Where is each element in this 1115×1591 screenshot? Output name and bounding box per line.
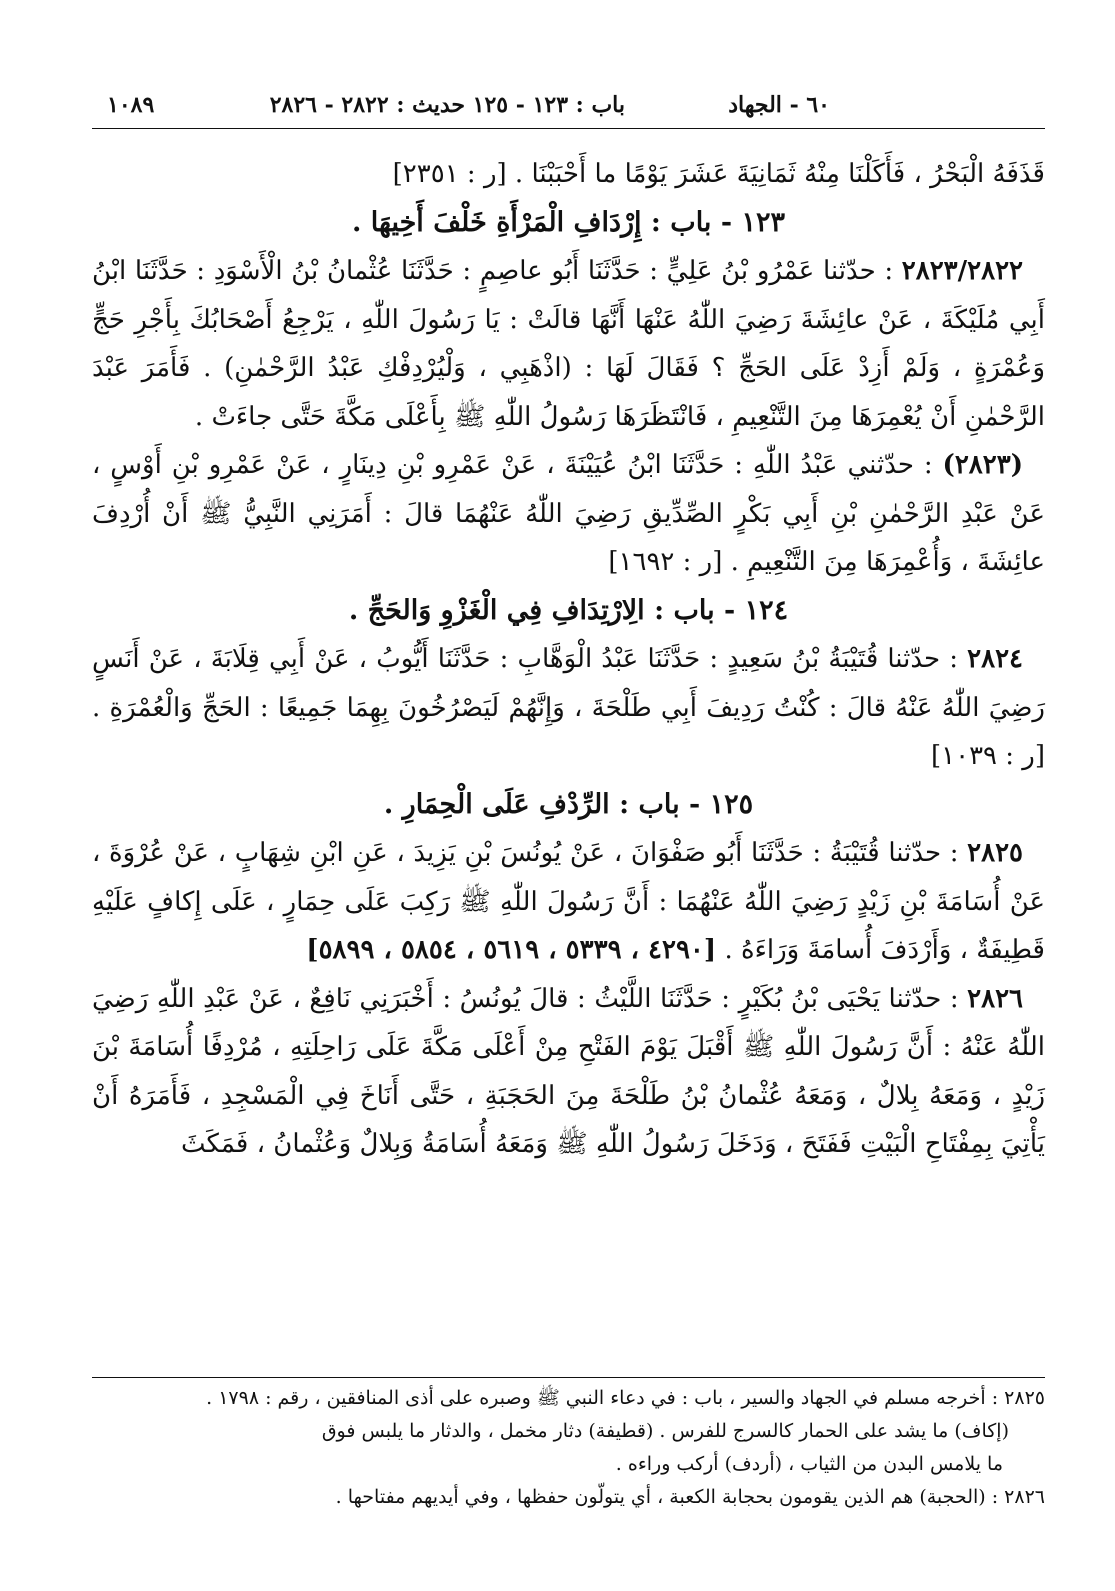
- hadith-2824: ٢٨٢٤ : حدّثنا قُتَيْبَةُ بْنُ سَعِيدٍ : حَدَّثَنَا عَبْدُ الْوَهَّابِ : حَدَّثَنَا أَيُّوبُ ، عَنْ أَبِي قِلَابَةَ ، عَنْ أَنَسٍ رَضِيَ اللّٰهُ عَنْهُ قالَ : كُنْتُ رَدِيفَ أَبِي طَلْحَةَ ، وَإِنَّهُمْ لَيَصْرُخُونَ بِهِمَا جَمِيعًا : الحَجِّ وَالْعُمْرَةِ . [ر : ١٠٣٩]: [92, 644, 1045, 771]
- main-text: [92, 150, 1045, 1169]
- hadith-number: ٢٨٢٣/٢٨٢٢: [901, 256, 1023, 286]
- hadith-2825: ٢٨٢٥ : حدّثنا قُتَيْبَةُ : حَدَّثَنَا أَبُو صَفْوَانَ ، عَنْ يُونُسَ بْنِ يَزِيدَ ، عَنِ ابْنِ شِهَابٍ ، عَنْ عُرْوَةَ ، عَنْ أُسَامَةَ بْنِ زَيْدٍ رَضِيَ اللّٰهُ عَنْهُمَا : أَنَّ رَسُولَ اللّٰهِ ﷺ رَكِبَ عَلَى حِمَارٍ ، عَلَى إِكافٍ عَلَيْهِ قَطِيفَةٌ ، وَأَرْدَفَ أُسامَةَ وَرَاءَهُ . [٤٢٩٠ ، ٥٣٣٩ ، ٥٦١٩ ، ٥٨٥٤ ، ٥٨٩٩]: [92, 838, 1045, 965]
- cross-reference: [ر : ١٦٩٢]: [608, 547, 723, 577]
- chapter-heading-124: ١٢٤ - باب : الِارْتِدَافِ فِي الْغَزْوِ وَالحَجِّ .: [348, 594, 789, 626]
- hadith-number: ٢٨٢٥: [967, 838, 1024, 868]
- hadith-number: (٢٨٢٣): [942, 450, 1024, 480]
- hadith-number: ٢٨٢٦: [967, 983, 1023, 1014]
- cross-reference: [ر : ١٠٣٩]: [930, 741, 1045, 771]
- hadith-2823: (٢٨٢٣) : حدّثني عَبْدُ اللّٰهِ : حَدَّثَنَا ابْنُ عُيَيْنَةَ ، عَنْ عَمْرِو بْنِ دِينَارٍ ، عَنْ عَمْرِو بْنِ أَوْسٍ ، عَنْ عَبْدِ الرَّحْمٰنِ بْنِ أَبِي بَكْرٍ الصِّدِّيقِ رَضِيَ اللّٰهُ عَنْهُمَا قالَ : أَمَرَنِي النَّبِيُّ ﷺ أَنْ أُرْدِفَ عائِشَةَ ، وَأُعْمِرَهَا مِنَ التَّنْعِيمِ . [ر : ١٦٩٢]: [92, 450, 1045, 577]
- running-header: [92, 84, 1045, 124]
- footnotes: [92, 1382, 1045, 1514]
- header-hadith-range: باب : ١٢٣ - ١٢٥ حديث : ٢٨٢٢ - ٢٨٢٦: [269, 92, 625, 118]
- chapter-heading-125: ١٢٥ - باب : الرِّدْفِ عَلَى الْحِمَارِ .: [383, 788, 754, 820]
- chapter-heading-123: ١٢٣ - باب : إِرْدَافِ الْمَرْأَةِ خَلْفَ أَخِيهَا .: [352, 206, 785, 238]
- hadith-2822: ٢٨٢٣/٢٨٢٢ : حدّثنا عَمْرُو بْنُ عَلِيٍّ : حَدَّثَنَا أَبُو عاصِمٍ : حَدَّثَنَا عُثْمانُ بْنُ الْأَسْوَدِ : حَدَّثَنَا ابْنُ أَبِي مُلَيْكَةَ ، عَنْ عائِشَةَ رَضِيَ اللّٰهُ عَنْهَا أَنَّهَا قالَتْ : يَا رَسُولَ اللّٰهِ ، يَرْجِعُ أَصْحَابُكَ بِأَجْرِ حَجٍّ وَعُمْرَةٍ ، وَلَمْ أَزِدْ عَلَى الحَجِّ ؟ فَقَالَ لَهَا : (اذْهَبِي ، وَلْيُرْدِفْكِ عَبْدُ الرَّحْمٰنِ) . فَأَمَرَ عَبْدَ الرَّحْمٰنِ أَنْ يُعْمِرَهَا مِنَ التَّنْعِيمِ ، فَانْتَظَرَهَا رَسُولُ اللّٰهِ ﷺ بِأَعْلَى مَكَّةَ حَتَّى جاءَتْ .: [92, 256, 1045, 432]
- footnote-2825-glossary: (إكاف) ما يشد على الحمار كالسرج للفرس . (قطيفة) دثار مخمل ، والدثار ما يلبس فوق: [321, 1420, 1009, 1442]
- footnote-2825: ٢٨٢٥ : أخرجه مسلم في الجهاد والسير ، باب : في دعاء النبي ﷺ وصبره على أذى المنافقين ، رقم : ١٧٩٨ .: [206, 1387, 1045, 1409]
- cross-reference: [٤٢٩٠ ، ٥٣٣٩ ، ٥٦١٩ ، ٥٨٥٤ ، ٥٨٩٩]: [306, 935, 717, 965]
- footnote-2826: ٢٨٢٦ : (الحجبة) هم الذين يقومون بحجابة الكعبة ، أي يتولّون حفظها ، وفي أيديهم مفتاحها .: [335, 1486, 1045, 1508]
- cross-reference: [ر : ٢٣٥١]: [392, 159, 507, 189]
- paragraph-continuation: قَذَفَهُ الْبَحْرُ ، فَأَكَلْنَا مِنْهُ ثَمَانِيَةَ عَشَرَ يَوْمًا ما أَحْبَبْنَا . [ر : ٢٣٥١]: [392, 159, 1045, 189]
- hadith-2826: ٢٨٢٦ : حدّثنا يَحْيَى بْنُ بُكَيْرٍ : حَدَّثَنَا اللَّيْثُ : قالَ يُونُسُ : أَخْبَرَنِي نَافِعٌ ، عَنْ عَبْدِ اللّٰهِ رَضِيَ اللّٰهُ عَنْهُ : أَنَّ رَسُولَ اللّٰهِ ﷺ أَقْبَلَ يَوْمَ الفَتْحِ مِنْ أَعْلَى مَكَّةَ عَلَى رَاحِلَتِهِ ، مُرْدِفًا أُسَامَةَ بْنَ زَيْدٍ ، وَمَعَهُ بِلالٌ ، وَمَعَهُ عُثْمانُ بْنُ طَلْحَةَ مِنَ الحَجَبَةِ ، حَتَّى أَنَاخَ فِي الْمَسْجِدِ ، فَأَمَرَهُ أَنْ يَأْتِيَ بِمِفْتَاحِ الْبَيْتِ فَفَتَحَ ، وَدَخَلَ رَسُولُ اللّٰهِ ﷺ وَمَعَهُ أُسَامَةُ وَبِلالٌ وَعُثْمانُ ، فَمَكَثَ: [92, 983, 1045, 1159]
- hadith-number: ٢٨٢٤: [967, 644, 1024, 674]
- footnote-2825-glossary-cont: ما يلامس البدن من الثياب ، (أردف) أركب وراءه .: [615, 1453, 1003, 1475]
- footnote-divider: [92, 1377, 1045, 1378]
- header-divider: [92, 128, 1045, 129]
- page-number: ١٠٨٩: [107, 92, 155, 118]
- header-section-title: ٦٠ - الجهاد: [728, 92, 830, 118]
